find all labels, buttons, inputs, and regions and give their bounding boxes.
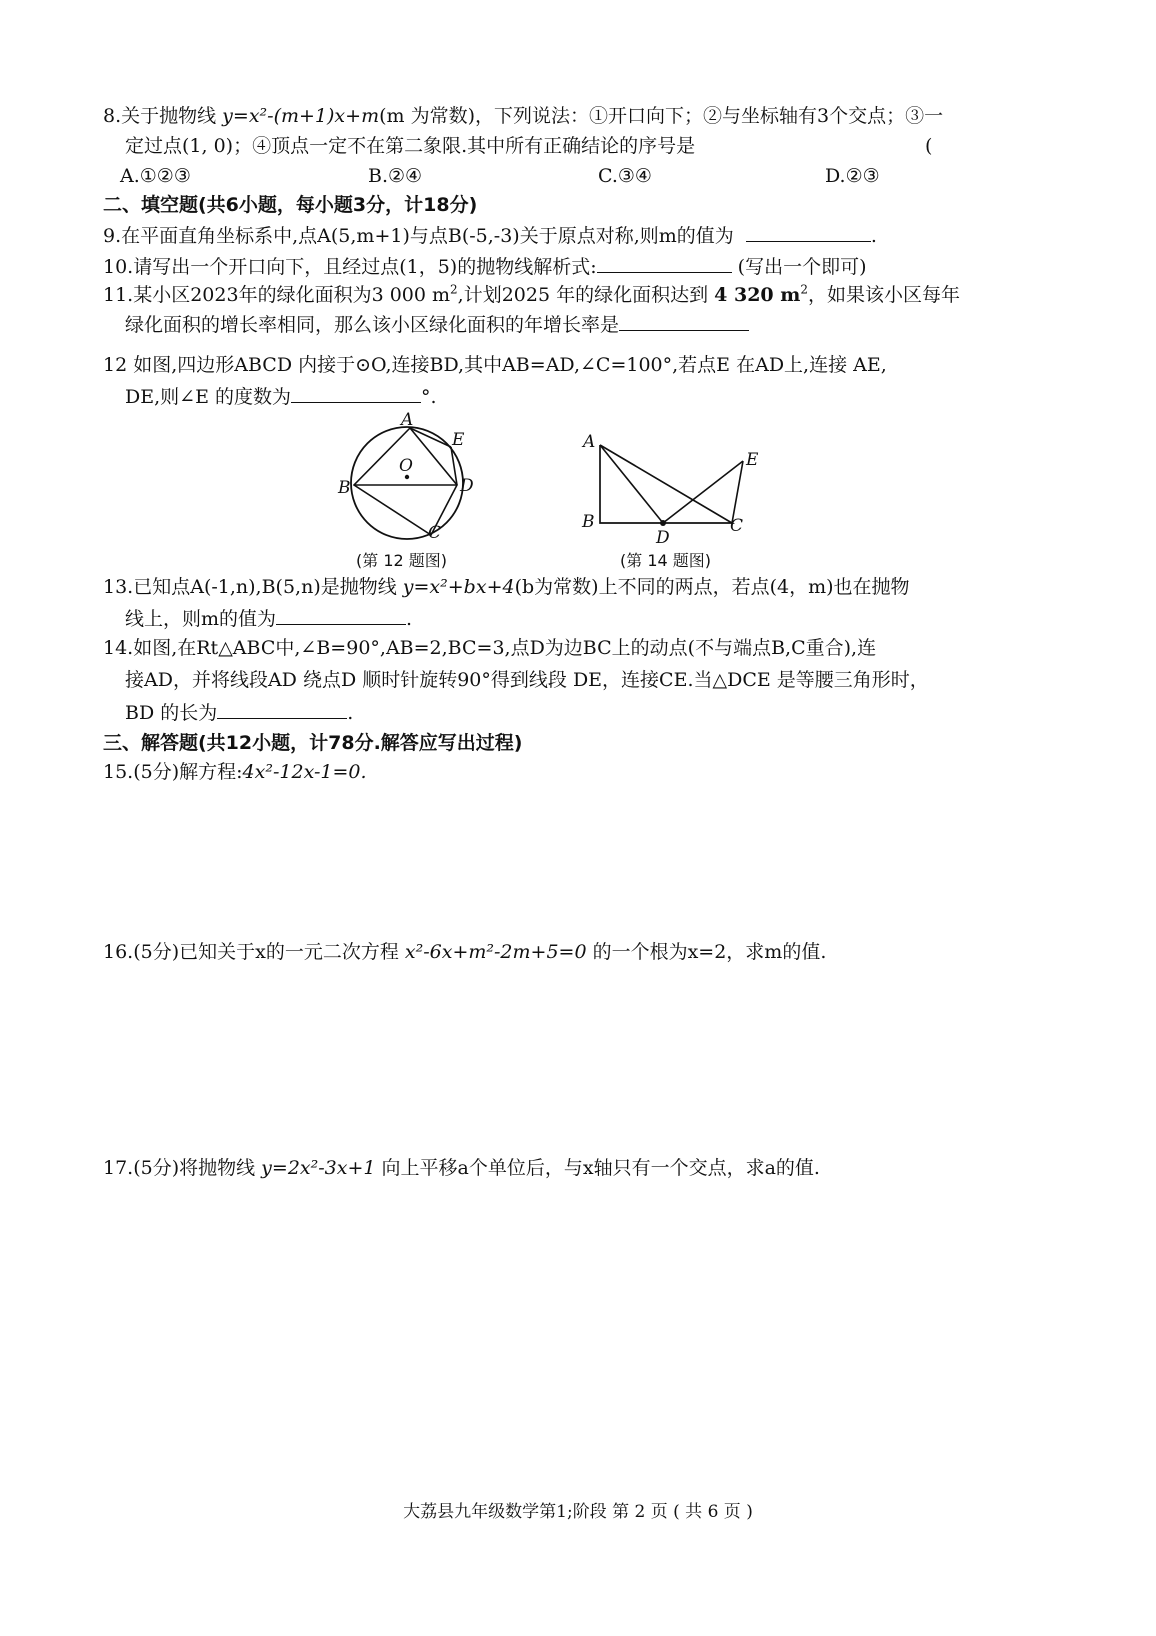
q8-option-d: D.②③ — [825, 165, 880, 187]
q11-answer-blank[interactable] — [619, 308, 749, 331]
figure-12-diagram — [330, 405, 490, 550]
q17-formula: y=2x²-3x+1 — [261, 1157, 376, 1179]
label-c: C — [428, 523, 442, 543]
q14-line2: 接AD，并将线段AD 绕点D 顺时针旋转90°得到线段 DE，连接CE.当△DCE 是等腰三角形时， — [125, 669, 929, 691]
q10-answer-blank[interactable] — [597, 250, 732, 273]
q9: 9.在平面直角坐标系中,点A(5,m+1)与点B(-5,-3)关于原点对称,则m的值为 . — [103, 219, 1096, 251]
segment-ce — [732, 461, 743, 523]
label-e: E — [452, 430, 465, 450]
q8-line2: 定过点(1, 0)；④顶点一定不在第二象限.其中所有正确结论的序号是 ( — [125, 131, 1096, 161]
label-d: D — [656, 528, 670, 545]
figure-12-caption: (第 12 题图) — [356, 551, 448, 570]
label-d: D — [460, 476, 474, 496]
segment-ad — [600, 445, 663, 523]
point-d — [660, 520, 666, 526]
q10: 10.请写出一个开口向下，且经过点(1，5)的抛物线解析式: (写出一个即可) — [103, 250, 1096, 282]
q8-option-a: A.①②③ — [120, 165, 191, 187]
label-o: O — [399, 456, 413, 476]
q14-line3: BD 的长为 . — [125, 696, 1096, 728]
q13-line1: 13.已知点A(-1,n),B(5,n)是抛物线 y=x²+bx+4(b为常数)上不同的两点，若点(4，m)也在抛物 — [103, 576, 910, 598]
q14-answer-blank[interactable] — [217, 696, 347, 719]
q12-answer-blank[interactable] — [291, 380, 421, 403]
q15-formula: 4x²-12x-1=0. — [242, 761, 367, 783]
label-e: E — [746, 450, 759, 470]
q8-formula: y=x²-(m+1)x+m — [222, 105, 380, 127]
label-a: A — [401, 410, 414, 430]
q8-option-c: C.③④ — [598, 165, 652, 187]
q11-line2: 绿化面积的增长率相同，那么该小区绿化面积的年增长率是 — [125, 308, 1096, 340]
figure-14-diagram — [575, 425, 775, 545]
label-b: B — [338, 478, 351, 498]
q12-line1: 12 如图,四边形ABCD 内接于⊙O,连接BD,其中AB=AD,∠C=100°,若点E 在AD上,连接 AE, — [103, 354, 887, 376]
figure-14-caption: (第 14 题图) — [620, 551, 712, 570]
q13-formula: y=x²+bx+4 — [402, 576, 515, 598]
q13-answer-blank[interactable] — [276, 602, 406, 625]
q9-answer-blank[interactable] — [746, 219, 871, 242]
q16: 16.(5分)已知关于x的一元二次方程 x²-6x+m²-2m+5=0 的一个根为x=2，求m的值. — [103, 941, 827, 963]
q8-option-b: B.②④ — [368, 165, 423, 187]
q14-line1: 14.如图,在Rt△ABC中,∠B=90°,AB=2,BC=3,点D为边BC上的动点(不与端点B,C重合),连 — [103, 637, 877, 659]
q11-line1: 11.某小区2023年的绿化面积为3 000 $m^2$,计划2025 年的绿化面积达到 4 320 $m^2$，如果该小区每年 — [103, 282, 961, 306]
circle-o — [351, 427, 463, 539]
page-footer: 大荔县九年级数学第1;阶段 第 2 页 ( 共 6 页 ) — [403, 1502, 753, 1522]
q13-line2: 线上，则m的值为 . — [125, 602, 1096, 634]
segment-de — [663, 461, 743, 523]
segment-ae — [410, 428, 451, 447]
q16-formula: x²-6x+m²-2m+5=0 — [404, 941, 587, 963]
quadrilateral-abcd — [354, 428, 457, 535]
q17: 17.(5分)将抛物线 y=2x²-3x+1 向上平移a个单位后，与x轴只有一个交点，求a的值. — [103, 1157, 820, 1179]
label-c: C — [730, 516, 744, 536]
section-2-heading: 二、填空题(共6小题，每小题3分，计18分) — [103, 194, 478, 216]
label-b: B — [582, 512, 595, 532]
q12-line2: DE,则∠E 的度数为 °. — [125, 380, 1096, 412]
q8-line1: 8.关于抛物线 y=x²-(m+1)x+m(m 为常数)，下列说法：①开口向下；②与坐标轴有3个交点；③一 — [103, 105, 944, 127]
section-3-heading: 三、解答题(共12小题，计78分.解答应写出过程) — [103, 732, 523, 754]
q8-answer-paren: ( — [925, 135, 933, 157]
label-a: A — [583, 432, 596, 452]
q15: 15.(5分)解方程:4x²-12x-1=0. — [103, 761, 367, 783]
